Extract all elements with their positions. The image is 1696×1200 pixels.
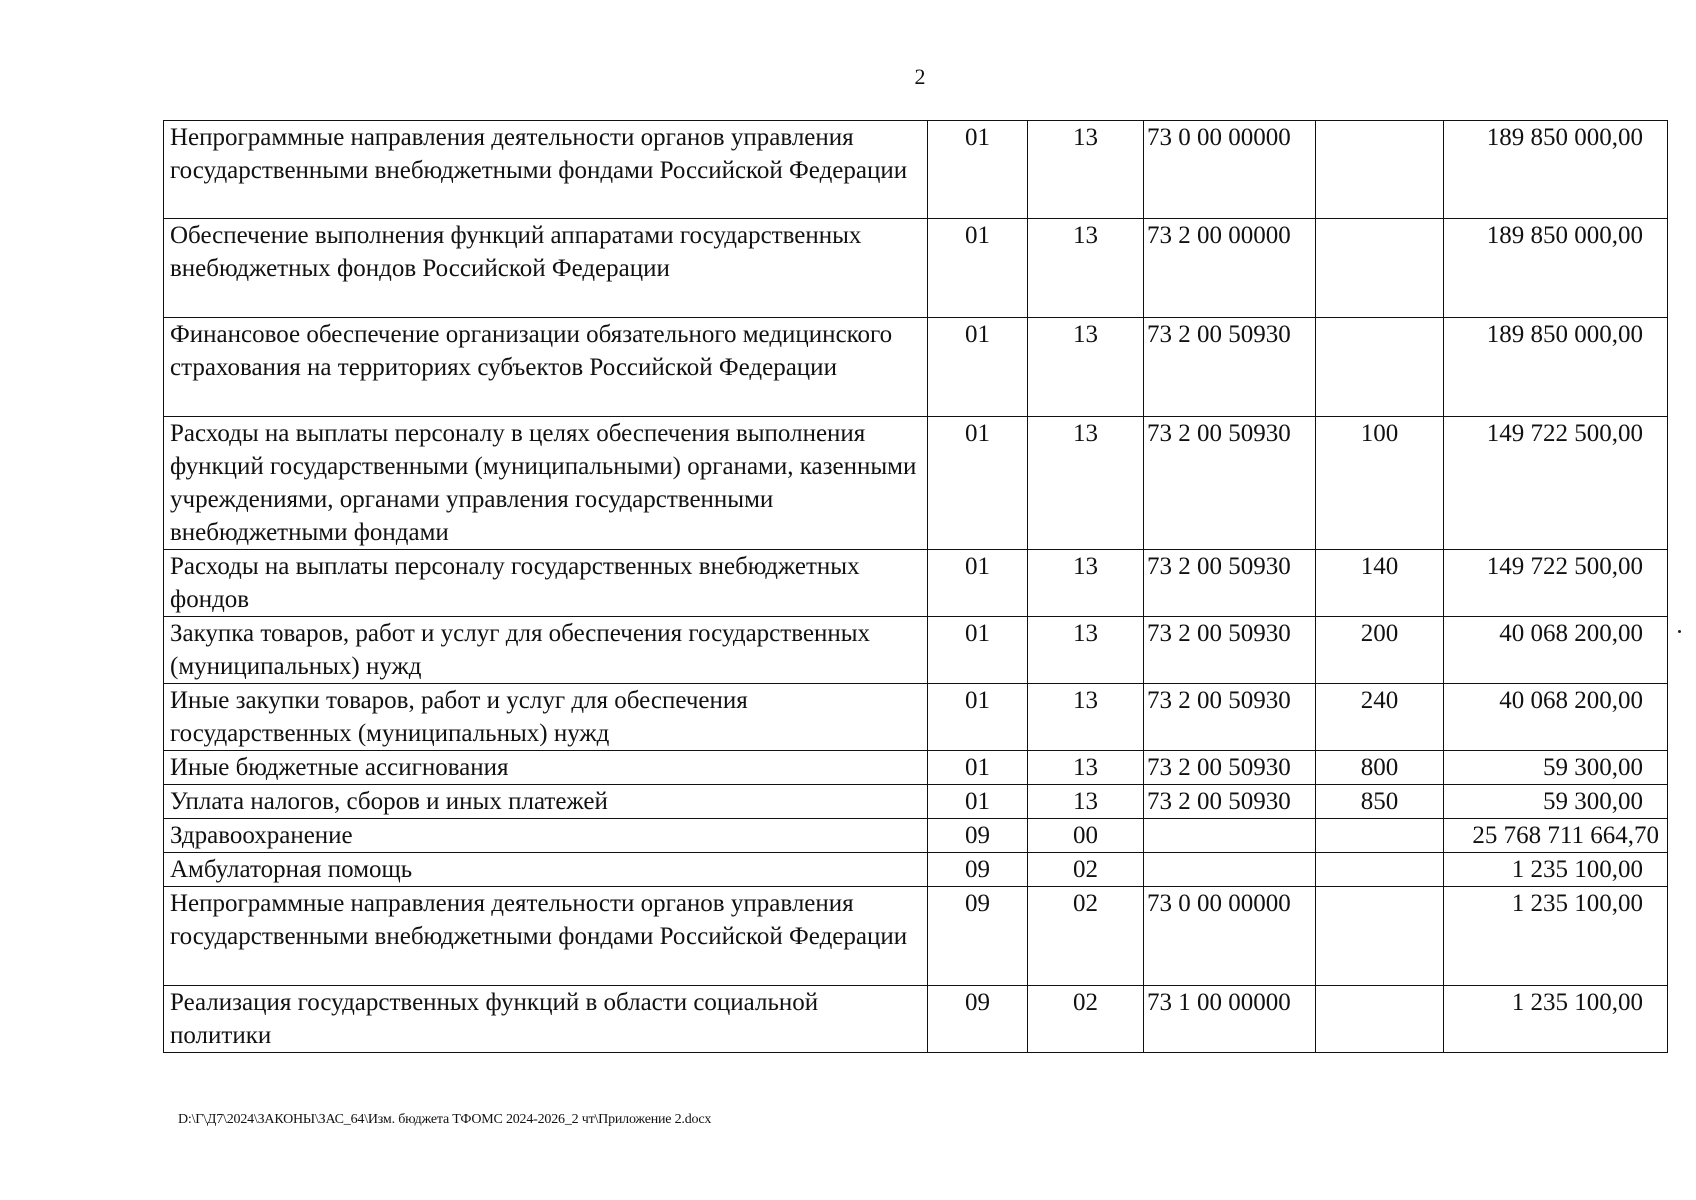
expense-type-code: [1316, 819, 1444, 853]
section-code: 01: [928, 318, 1028, 417]
expense-name: Финансовое обеспечение организации обязательного медицинского страхования на территориях субъектов Российской Федерации: [164, 318, 928, 417]
table-row: [164, 853, 1668, 887]
target-article-code: 73 2 00 50930: [1144, 318, 1316, 417]
target-article-code: 73 1 00 00000: [1144, 986, 1316, 1053]
amount: 25 768 711 664,70: [1444, 819, 1668, 853]
subsection-code: 13: [1028, 785, 1144, 819]
target-article-code: 73 2 00 50930: [1144, 417, 1316, 550]
section-code: 01: [928, 219, 1028, 318]
expense-name: Иные бюджетные ассигнования: [164, 751, 928, 785]
expense-name: Реализация государственных функций в области социальной политики: [164, 986, 928, 1053]
expense-type-code: [1316, 887, 1444, 986]
amount: 1 235 100,00: [1444, 986, 1668, 1053]
target-article-code: 73 2 00 50930: [1144, 684, 1316, 751]
subsection-code: 13: [1028, 318, 1144, 417]
footer-file-path: D:\Г\Д7\2024\ЗАКОНЫ\ЗАС_64\Изм. бюджета ТФОМС 2024-2026_2 чт\Приложение 2.docx: [178, 1112, 712, 1127]
margin-dot-mark: [1678, 630, 1681, 633]
table-row: [164, 684, 1668, 751]
page-number: 2: [914, 64, 926, 89]
section-code: 01: [928, 617, 1028, 684]
amount: 40 068 200,00: [1444, 684, 1668, 751]
table-row: [164, 219, 1668, 318]
target-article-code: 73 2 00 00000: [1144, 219, 1316, 318]
table-row: [164, 751, 1668, 785]
expense-name: Амбулаторная помощь: [164, 853, 928, 887]
expense-name: Уплата налогов, сборов и иных платежей: [164, 785, 928, 819]
target-article-code: 73 2 00 50930: [1144, 785, 1316, 819]
section-code: 01: [928, 684, 1028, 751]
budget-table: [163, 120, 1668, 1053]
section-code: 09: [928, 819, 1028, 853]
target-article-code: 73 0 00 00000: [1144, 121, 1316, 219]
table-row: [164, 121, 1668, 219]
expense-name: Закупка товаров, работ и услуг для обеспечения государственных (муниципальных) нужд: [164, 617, 928, 684]
subsection-code: 13: [1028, 751, 1144, 785]
amount: 189 850 000,00: [1444, 219, 1668, 318]
expense-name: Непрограммные направления деятельности органов управления государственными внебюджетными фондами Российской Федерации: [164, 121, 928, 219]
section-code: 09: [928, 986, 1028, 1053]
section-code: 01: [928, 121, 1028, 219]
subsection-code: 00: [1028, 819, 1144, 853]
expense-type-code: [1316, 121, 1444, 219]
target-article-code: [1144, 853, 1316, 887]
section-code: 09: [928, 887, 1028, 986]
subsection-code: 02: [1028, 853, 1144, 887]
table-row: [164, 318, 1668, 417]
amount: 1 235 100,00: [1444, 853, 1668, 887]
expense-type-code: [1316, 853, 1444, 887]
table-row: [164, 417, 1668, 550]
expense-type-code: [1316, 219, 1444, 318]
subsection-code: 13: [1028, 617, 1144, 684]
table-row: [164, 785, 1668, 819]
expense-type-code: [1316, 986, 1444, 1053]
expense-type-code: [1316, 318, 1444, 417]
expense-name: Здравоохранение: [164, 819, 928, 853]
section-code: 01: [928, 751, 1028, 785]
expense-type-code: 240: [1316, 684, 1444, 751]
section-code: 01: [928, 550, 1028, 617]
table-body: [164, 121, 1668, 1053]
table-row: [164, 819, 1668, 853]
expense-type-code: 800: [1316, 751, 1444, 785]
subsection-code: 13: [1028, 121, 1144, 219]
subsection-code: 13: [1028, 684, 1144, 751]
target-article-code: 73 2 00 50930: [1144, 751, 1316, 785]
table-row: [164, 617, 1668, 684]
subsection-code: 13: [1028, 550, 1144, 617]
section-code: 01: [928, 417, 1028, 550]
expense-name: Обеспечение выполнения функций аппаратами государственных внебюджетных фондов Российской Федерации: [164, 219, 928, 318]
amount: 1 235 100,00: [1444, 887, 1668, 986]
section-code: 01: [928, 785, 1028, 819]
amount: 149 722 500,00: [1444, 550, 1668, 617]
section-code: 09: [928, 853, 1028, 887]
expense-name: Расходы на выплаты персоналу государственных внебюджетных фондов: [164, 550, 928, 617]
expense-name: Иные закупки товаров, работ и услуг для обеспечения государственных (муниципальных) нужд: [164, 684, 928, 751]
amount: 189 850 000,00: [1444, 121, 1668, 219]
expense-type-code: 140: [1316, 550, 1444, 617]
table-row: [164, 550, 1668, 617]
amount: 40 068 200,00: [1444, 617, 1668, 684]
amount: 59 300,00: [1444, 785, 1668, 819]
expense-name: Непрограммные направления деятельности органов управления государственными внебюджетными фондами Российской Федерации: [164, 887, 928, 986]
amount: 149 722 500,00: [1444, 417, 1668, 550]
amount: 59 300,00: [1444, 751, 1668, 785]
target-article-code: [1144, 819, 1316, 853]
subsection-code: 13: [1028, 219, 1144, 318]
amount: 189 850 000,00: [1444, 318, 1668, 417]
subsection-code: 13: [1028, 417, 1144, 550]
expense-type-code: 100: [1316, 417, 1444, 550]
target-article-code: 73 0 00 00000: [1144, 887, 1316, 986]
expense-type-code: 850: [1316, 785, 1444, 819]
target-article-code: 73 2 00 50930: [1144, 617, 1316, 684]
table-row: [164, 986, 1668, 1053]
subsection-code: 02: [1028, 986, 1144, 1053]
expense-type-code: 200: [1316, 617, 1444, 684]
expense-name: Расходы на выплаты персоналу в целях обеспечения выполнения функций государственными (муниципальными) органами, казенными учреждениями, органами управления государственными внебюджетными фондами: [164, 417, 928, 550]
subsection-code: 02: [1028, 887, 1144, 986]
table-row: [164, 887, 1668, 986]
target-article-code: 73 2 00 50930: [1144, 550, 1316, 617]
